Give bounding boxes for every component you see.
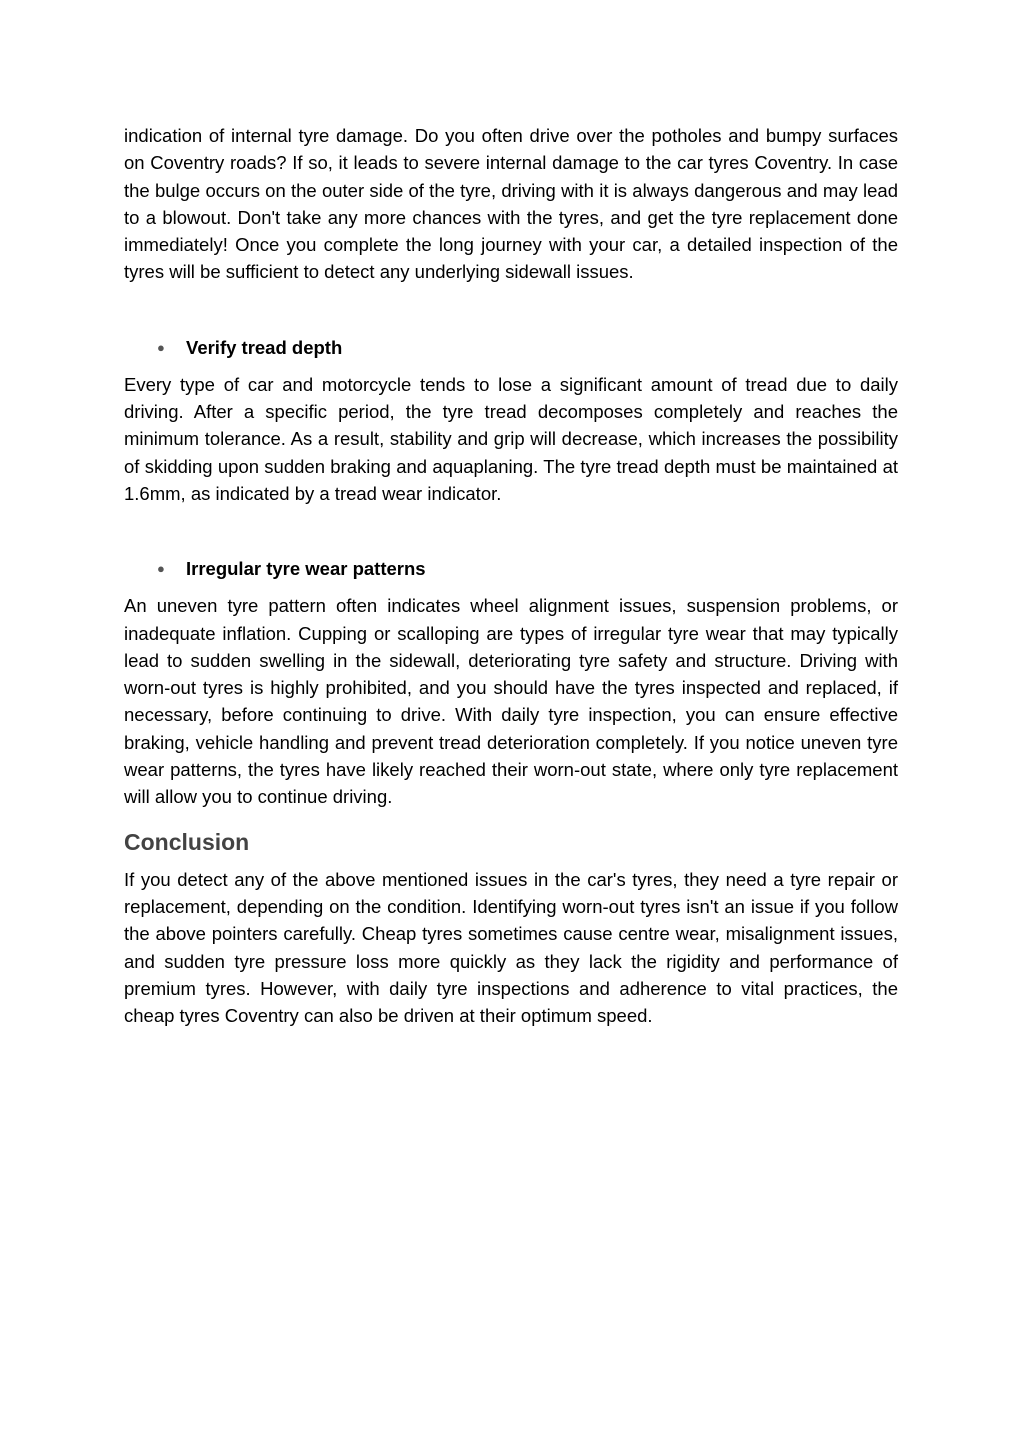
bullet-heading-label: Irregular tyre wear patterns (186, 558, 426, 580)
spacer (124, 507, 898, 555)
document-page (124, 122, 898, 1029)
conclusion-paragraph: If you detect any of the above mentioned issues in the car's tyres, they need a tyre repair or replacement, depending on the condition. Identifying worn-out tyres isn't an issue if you follow the above pointers carefully. Cheap tyres sometimes cause centre wear, misalignment issues, and sudden tyre pressure loss more quickly as they lack the rigidity and performance of premium tyres. However, with daily tyre inspections and adherence to vital practices, the cheap tyres Coventry can also be driven at their optimum speed. (124, 868, 898, 1027)
conclusion-heading: Conclusion (124, 828, 250, 855)
bullet-heading-label: Verify tread depth (186, 336, 343, 358)
bullet-dot-icon: ● (157, 561, 165, 577)
wear-patterns-paragraph: An uneven tyre pattern often indicates wheel alignment issues, suspension problems, or inadequate inflation. Cupping or scalloping are types of irregular tyre wear that may typically lead to sudden swelling in the sidewall, deteriorating tyre safety and structure. Driving with worn-out tyres is highly prohibited, and you should have the tyres inspected and replaced, if necessary, before continuing to drive. With daily tyre inspection, you can ensure effective braking, vehicle handling and prevent tread deterioration completely. If you notice uneven tyre wear patterns, the tyres have likely reached their worn-out state, where only tyre replacement will allow you to continue driving. (124, 595, 898, 808)
bullet-heading-tread-depth (124, 334, 898, 361)
spacer (124, 857, 898, 866)
spacer (124, 811, 898, 827)
bullet-dot-icon: ● (157, 339, 165, 355)
intro-paragraph: indication of internal tyre damage. Do you often drive over the potholes and bumpy surfaces on Coventry roads? If so, it leads to severe internal damage to the car tyres Coventry. In case the bulge occurs on the outer side of the tyre, driving with it is always dangerous and may lead to a blowout. Don't take any more chances with the tyres, and get the tyre replacement done immediately! Once you complete the long journey with your car, a detailed inspection of the tyres will be sufficient to detect any underlying sidewall issues. (124, 125, 898, 283)
spacer (124, 286, 898, 334)
spacer (124, 582, 898, 592)
bullet-heading-wear-patterns (124, 555, 898, 582)
spacer (124, 361, 898, 371)
tread-depth-paragraph: Every type of car and motorcycle tends to lose a significant amount of tread due to daily driving. After a specific period, the tyre tread decomposes completely and reaches the minimum tolerance. As a result, stability and grip will decrease, which increases the possibility of skidding upon sudden braking and aquaplaning. The tyre tread depth must be maintained at 1.6mm, as indicated by a tread wear indicator. (124, 373, 898, 504)
